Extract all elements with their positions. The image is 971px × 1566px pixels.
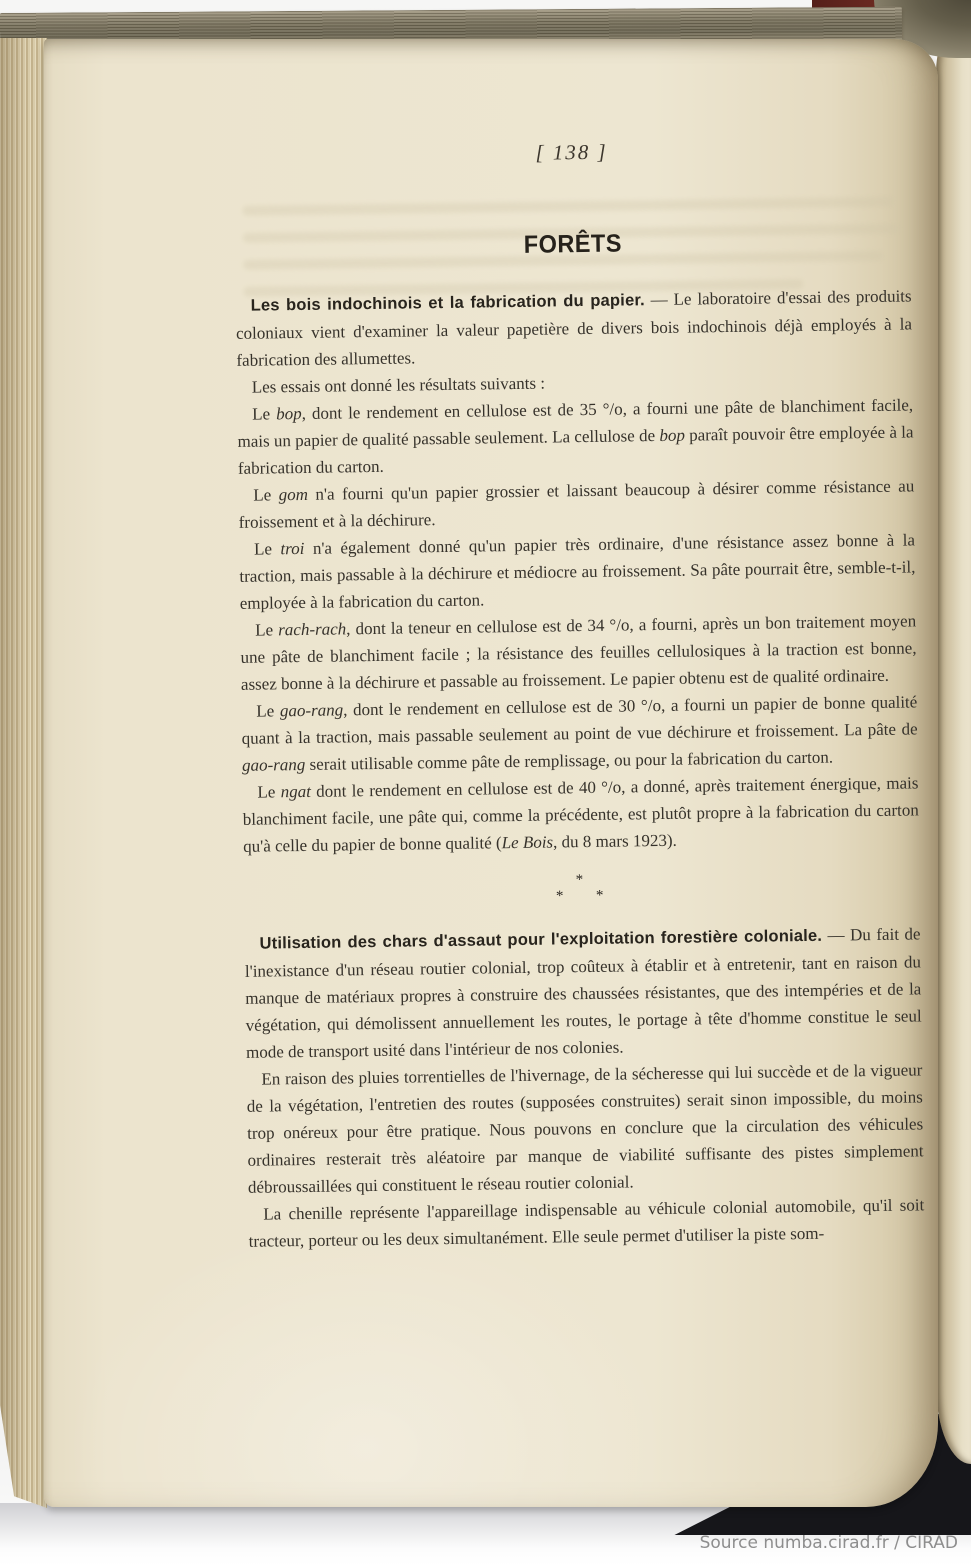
paragraph-text: n'a fourni qu'un papier grossier et laissant beaucoup à désirer comme résistance au froissement et à la déchirure.	[238, 476, 915, 532]
paragraph	[239, 526, 916, 616]
species-name: bop	[659, 425, 686, 445]
paragraph	[240, 607, 917, 697]
body-text	[235, 282, 924, 1254]
species-name: ngat	[280, 781, 312, 802]
paragraph-text: En raison des pluies torrentielles de l'hivernage, de la sécheresse qui lui succède et de la vigueur de la végétation, l'entretien des routes (supposées construites) serait sinon impossible, du moins trop onéreux pour être pratique. Nous pouvons en conclure que la circulation des véhicules ordinaires resterait très aléatoire par manque de viabilité suffisante des pistes simplement débroussaillées qui constituent le réseau routier colonial.	[246, 1060, 924, 1197]
species-name: gao-rang	[279, 700, 344, 721]
paragraph-text: — Le laboratoire d'essai des produits coloniaux vient d'examiner la valeur papetière de divers bois indochinois déjà employés à la fabrication des allumettes.	[235, 286, 913, 370]
species-name: gao-rang	[241, 754, 306, 775]
paragraph-text: , du 8 mars 1923).	[552, 830, 677, 852]
paragraph-text: , dont la teneur en cellulose est de 34 °/o, a fourni, après un bon traitement moyen une pâte de blanchiment facile ; la résistance des feuilles cellulosiques à la traction est bonne, assez bonne à la déchirure et passable au froissement. Le papier obtenu est de qualité ordinaire.	[240, 611, 917, 694]
species-name: Le Bois	[501, 832, 554, 853]
paragraph	[238, 472, 915, 535]
paragraph-text: Le	[256, 701, 281, 721]
paragraph-text: Le	[255, 620, 279, 640]
paragraph-lead: Les bois indochinois et la fabrication du papier.	[250, 291, 645, 315]
asterism-star: *	[575, 872, 584, 889]
paragraph-text: serait utilisable comme pâte de remplissage, ou pour la fabrication du carton.	[305, 747, 834, 774]
species-name: rach-rach	[278, 619, 347, 640]
paragraph-text: Le	[253, 485, 279, 505]
species-name: gom	[278, 484, 309, 505]
paragraph-text: Le	[252, 404, 277, 424]
body-section-1	[235, 282, 919, 859]
paragraph-lead: Utilisation des chars d'assaut pour l'exploitation forestière coloniale.	[259, 926, 823, 953]
paragraph	[242, 769, 919, 859]
source-credit: Source numba.cirad.fr / CIRAD	[699, 1533, 958, 1553]
paragraph	[241, 688, 918, 778]
show-through-line	[242, 197, 894, 216]
body-section-2	[244, 920, 924, 1254]
asterism-star: *	[595, 887, 604, 904]
paragraph-text: — Du fait de l'inexistance d'un réseau routier colonial, trop coûteux à établir et à entretenir, tant en raison du manque de matériaux propres à construire des chaussées résistantes, que des intempéries et de la végétation, qui démolissent annuellement les routes, le portage à tête d'homme constitue le seul mode de transport usité dans l'intérieur de nos colonies.	[244, 924, 922, 1062]
asterism-separator	[512, 868, 653, 910]
paragraph-text: Le	[257, 782, 281, 802]
asterism-star: *	[555, 888, 564, 905]
paragraph-text: n'a également donné qu'un papier très ordinaire, d'une résistance assez bonne à la traction, mais passable à la déchirure et médiocre au froissement. Sa pâte pourrait être, semble-t-il, employée à la fabrication du carton.	[239, 530, 916, 613]
page-number: [ 138 ]	[535, 139, 608, 165]
species-name: troi	[280, 538, 305, 559]
species-name: bop	[275, 403, 302, 424]
paragraph	[246, 1056, 924, 1200]
paragraph-text: Les essais ont donné les résultats suivants :	[251, 373, 546, 397]
paragraph-text: La chenille représente l'appareillage indispensable au véhicule colonial automobile, qu'il soit tracteur, porteur ou les deux simultanément. Elle seule permet d'utiliser la piste som-	[248, 1195, 925, 1251]
paragraph	[248, 1191, 925, 1254]
section-title: FORÊTS	[523, 229, 623, 259]
paragraph-text: paraît pouvoir être employée à la fabrication du carton.	[237, 422, 914, 478]
paragraph-text: , dont le rendement en cellulose est de 35 °/o, a fourni une pâte de blanchiment facile, mais un papier de qualité passable seulement. La cellulose de	[237, 395, 914, 451]
paragraph	[235, 282, 912, 373]
paragraph-text: , dont le rendement en cellulose est de 30 °/o, a fourni un papier de bonne qualité quant à la traction, mais passable seulement au point de vue déchirure et froissement. La pâte de	[241, 692, 918, 748]
book-page	[44, 39, 938, 1507]
paragraph-text: Le	[253, 539, 281, 559]
paragraph	[244, 920, 922, 1065]
paragraph	[237, 391, 914, 481]
page-content	[34, 31, 948, 1511]
paragraph-text: dont le rendement en cellulose est de 40 °/o, a donné, après traitement énergique, mais blanchiment facile, une pâte qui, comme la précédente, est plutôt propre à la fabrication du carton qu'à celle du papier de bonne qualité (	[242, 773, 919, 856]
